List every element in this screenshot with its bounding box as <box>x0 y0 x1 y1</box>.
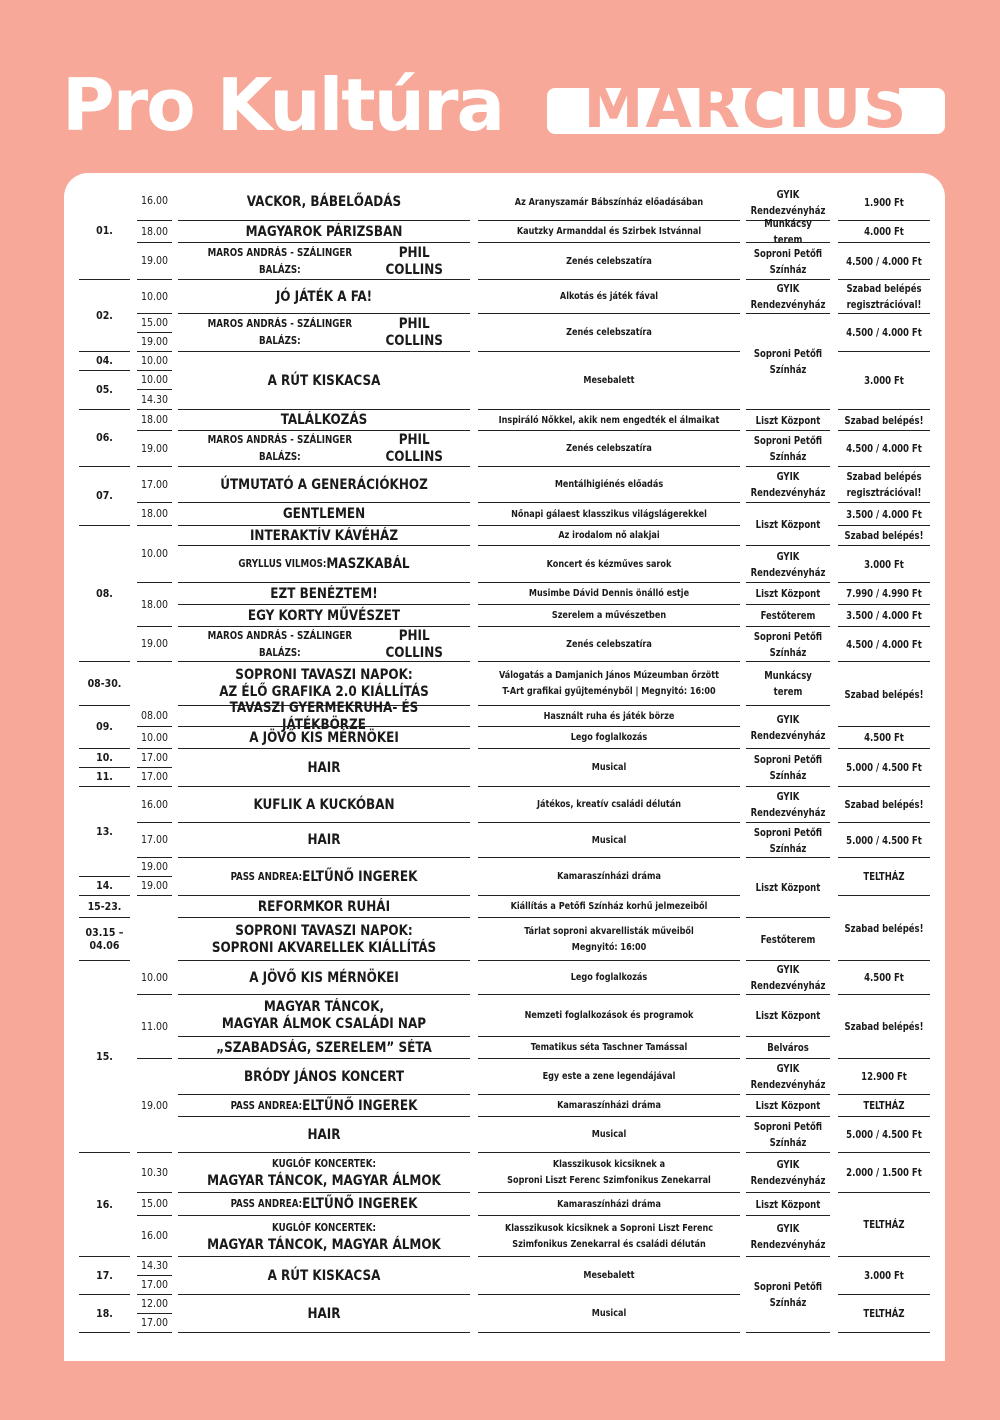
event-venue: Festőterem <box>760 933 816 946</box>
event-description: Alkotás és játék fával <box>559 291 659 302</box>
event-presenter: GRYLLUS VILMOS: <box>238 558 327 570</box>
event-title <box>190 727 459 749</box>
event-description: Musimbe Dávid Dennis önálló estje <box>528 588 690 599</box>
event-title-text: INTERAKTÍV KÁVÉHÁZ <box>249 527 399 544</box>
event-title-text: MASZKABÁL <box>326 556 410 572</box>
event-time: 16.00 <box>140 1230 169 1242</box>
event-presenter: MAROS ANDRÁS - SZÁLINGER BALÁZS: <box>207 434 353 463</box>
event-time: 10.00 <box>140 548 169 560</box>
event-description: Használt ruha és játék börze <box>543 710 675 722</box>
event-title-text: A JÖVŐ KIS MÉRNÖKEI <box>249 969 399 986</box>
event-title <box>190 699 459 733</box>
event-date: 17. <box>96 1269 113 1282</box>
event-title <box>190 410 459 431</box>
event-title <box>190 280 459 314</box>
event-venue: Festőterem <box>760 610 816 622</box>
event-venue: Liszt Központ <box>755 414 821 427</box>
event-title <box>190 467 459 503</box>
event-time: 19.00 <box>140 638 169 650</box>
event-price: TELTHÁZ <box>863 1308 905 1320</box>
event-time: 16.00 <box>140 195 169 207</box>
event-time: 19.00 <box>140 1099 169 1112</box>
event-price: 4.500 Ft <box>864 972 904 984</box>
event-venue: Liszt Központ <box>755 882 821 894</box>
event-venue: GYIK Rendezvényház <box>750 283 826 311</box>
event-date: 18. <box>96 1307 113 1320</box>
event-time: 19.00 <box>140 880 169 892</box>
event-price: 5.000 / 4.500 Ft <box>846 834 922 847</box>
event-venue: GYIK Rendezvényház <box>750 1063 826 1091</box>
event-time: 14.30 <box>140 393 169 406</box>
event-venue: GYIK Rendezvényház <box>750 471 826 499</box>
event-description: Nőnapi gálaest klasszikus világslágerekkel <box>511 508 707 520</box>
row-divider <box>838 1332 930 1333</box>
event-time: 17.00 <box>140 752 169 764</box>
event-price: 5.000 / 4.500 Ft <box>846 762 922 774</box>
event-description: Koncert és kézműves sarok <box>546 558 672 570</box>
event-venue: Munkácsy terem <box>764 670 812 698</box>
brand-title: Pro Kultúra <box>62 63 504 147</box>
event-presenter: PASS ANDREA: <box>230 870 303 883</box>
event-date: 05. <box>96 384 113 396</box>
event-description: Szerelem a művészetben <box>551 610 667 621</box>
event-time: 10.00 <box>140 374 169 386</box>
event-presenter: MAROS ANDRÁS - SZÁLINGER BALÁZS: <box>207 318 353 347</box>
event-date: 04. <box>96 355 113 367</box>
event-date: 01. <box>96 224 113 237</box>
event-time: 10.30 <box>140 1166 169 1179</box>
event-time: 08.00 <box>140 710 169 722</box>
event-time: 16.00 <box>140 798 169 811</box>
event-title-text: ELTŰNŐ INGEREK <box>302 1097 418 1114</box>
row-divider <box>79 1332 130 1333</box>
event-title <box>190 431 459 467</box>
event-description: Tárlat soproni akvarellisták műveiből Megnyitó: 16:00 <box>524 925 694 953</box>
event-title <box>190 858 459 896</box>
event-price: 1.900 Ft <box>864 196 904 209</box>
event-venue: Soproni Petőfi Színház <box>753 247 823 276</box>
event-title <box>190 503 459 526</box>
event-venue: Liszt Központ <box>755 588 821 600</box>
event-time: 15.00 <box>140 317 169 329</box>
event-date: 10. <box>96 752 113 764</box>
event-price: 4.500 / 4.000 Ft <box>846 638 922 651</box>
event-venue: Soproni Petőfi Színház <box>753 1121 823 1149</box>
event-title <box>190 787 459 823</box>
event-title-text: SOPRONI TAVASZI NAPOK: AZ ÉLŐ GRAFIKA 2.0 KIÁLLÍTÁS <box>219 667 429 700</box>
event-description: Klasszikusok kicsiknek a Soproni Liszt Ferenc Szimfonikus Zenekarral és családi délután <box>504 1222 714 1250</box>
event-title-text: MAGYAROK PÁRIZSBAN <box>245 223 403 240</box>
event-time: 17.00 <box>140 478 169 491</box>
event-presenter: PASS ANDREA: <box>230 1198 303 1210</box>
event-title-text: HAIR <box>307 1126 341 1143</box>
event-price: TELTHÁZ <box>863 1100 905 1112</box>
event-price: Szabad belépés! <box>844 799 924 811</box>
event-time: 17.00 <box>140 1317 169 1329</box>
event-description: Musical <box>591 834 627 846</box>
event-title <box>190 184 459 221</box>
event-description: Válogatás a Damjanich János Múzeumban őrzött T-Art grafikai gyűjteményből | Megnyitó: 16:00 <box>499 670 719 697</box>
event-price: 12.900 Ft <box>861 1071 907 1083</box>
event-date: 15-23. <box>87 900 122 913</box>
event-title-text: MAGYAR TÁNCOK, MAGYAR ÁLMOK <box>207 1236 441 1253</box>
event-description: Lego foglalkozás <box>570 732 648 743</box>
event-price: 4.500 Ft <box>864 732 904 744</box>
event-description: Játékos, kreatív családi délután <box>537 799 681 810</box>
event-title-text: REFORMKOR RUHÁI <box>257 898 391 915</box>
row-divider <box>137 1332 172 1333</box>
event-presenter: MAROS ANDRÁS - SZÁLINGER BALÁZS: <box>207 246 353 276</box>
event-date: 15. <box>96 1050 113 1063</box>
event-title <box>190 627 459 662</box>
event-title <box>190 1193 459 1216</box>
event-price: TELTHÁZ <box>863 871 905 883</box>
event-description: Kamaraszínházi dráma <box>557 1100 661 1111</box>
event-venue: GYIK Rendezvényház <box>750 964 826 992</box>
event-price: 4.500 / 4.000 Ft <box>846 443 922 455</box>
event-title-text: EZT BENÉZTEM! <box>270 585 378 602</box>
event-title <box>190 749 459 787</box>
event-price: 3.000 Ft <box>864 375 904 387</box>
event-title-text: ÚTMUTATÓ A GENERÁCIÓKHOZ <box>220 476 428 493</box>
event-date: 07. <box>96 490 113 502</box>
event-price: TELTHÁZ <box>863 1219 905 1231</box>
event-title-text: TAVASZI GYERMEKRUHA- ÉS JÁTÉKBÖRZE <box>229 699 419 733</box>
event-title <box>190 314 459 352</box>
event-title <box>190 583 459 605</box>
event-title-text: A JÖVŐ KIS MÉRNÖKEI <box>249 729 399 746</box>
event-title <box>190 918 459 961</box>
event-title <box>190 1216 459 1257</box>
event-description: Nemzeti foglalkozások és programok <box>524 1010 694 1021</box>
event-title-text: JÓ JÁTÉK A FA! <box>275 288 373 305</box>
event-price: 2.000 / 1.500 Ft <box>846 1167 922 1179</box>
event-venue: GYIK Rendezvényház <box>750 1222 826 1251</box>
event-presenter: PASS ANDREA: <box>230 1099 303 1112</box>
event-title <box>190 1257 459 1295</box>
event-description: Mesebalett <box>583 375 635 386</box>
event-title-text: BRÓDY JÁNOS KONCERT <box>243 1068 405 1085</box>
row-divider <box>478 1332 740 1333</box>
event-time: 10.00 <box>140 971 169 984</box>
event-venue: Soproni Petőfi Színház <box>753 435 823 463</box>
event-title-text: PHIL COLLINS <box>385 316 443 349</box>
event-title <box>190 823 459 858</box>
event-title-text: TALÁLKOZÁS <box>280 412 368 428</box>
event-time: 12.00 <box>140 1298 169 1310</box>
event-title <box>190 961 459 995</box>
event-price: 4.000 Ft <box>864 226 904 238</box>
event-date: 16. <box>96 1198 113 1211</box>
event-venue: GYIK Rendezvényház <box>750 713 826 742</box>
event-date: 11. <box>96 771 113 783</box>
event-description: Musical <box>591 1129 627 1140</box>
event-venue: GYIK Rendezvényház <box>750 188 826 217</box>
row-divider <box>178 1332 470 1333</box>
event-description: Tematikus séta Taschner Tamással <box>530 1042 688 1053</box>
event-description: Kiállítás a Petőfi Színház korhű jelmezeiből <box>510 901 708 912</box>
event-date: 08-30. <box>87 677 122 690</box>
event-date: 09. <box>96 721 113 733</box>
event-venue: Liszt Központ <box>755 518 821 531</box>
event-venue: Munkácsy terem <box>764 218 812 246</box>
event-title-text: HAIR <box>307 832 341 848</box>
event-date: 08. <box>96 587 113 600</box>
event-presenter: MAROS ANDRÁS - SZÁLINGER BALÁZS: <box>207 629 353 659</box>
event-venue: Soproni Petőfi Színház <box>753 630 823 659</box>
event-title-text: EGY KORTY MŰVÉSZET <box>247 607 401 624</box>
event-title-text: ELTŰNŐ INGEREK <box>302 868 418 885</box>
event-description: Musical <box>591 1308 627 1319</box>
event-price: Szabad belépés regisztrációval! <box>846 283 922 311</box>
event-venue: Liszt Központ <box>755 1100 821 1112</box>
event-title <box>190 243 459 280</box>
event-description: Inspiráló Nőkkel, akik nem engedték el álmaikat <box>498 414 720 426</box>
event-description: Lego foglalkozás <box>570 972 648 983</box>
event-title <box>190 896 459 918</box>
event-price: Szabad belépés regisztrációval! <box>846 471 922 499</box>
event-description: Az Aranyszamár Bábszínház előadásában <box>514 196 704 208</box>
event-title <box>190 1117 459 1153</box>
event-title <box>190 1037 459 1059</box>
event-time: 18.00 <box>140 414 169 426</box>
event-description: Zenés celebszatíra <box>566 443 652 454</box>
event-title-text: PHIL COLLINS <box>385 627 443 661</box>
event-title-text: A RÚT KISKACSA <box>267 372 381 389</box>
event-description: Mesebalett <box>583 1270 635 1281</box>
event-title <box>190 1095 459 1117</box>
event-date: 14. <box>96 880 113 892</box>
event-title <box>190 1059 459 1095</box>
event-presenter: KUGLÓF KONCERTEK: <box>272 1221 376 1234</box>
event-price: 7.990 / 4.990 Ft <box>846 588 922 600</box>
event-title <box>190 605 459 627</box>
event-price: Szabad belépés! <box>844 688 924 701</box>
event-price: 3.500 / 4.000 Ft <box>846 508 922 521</box>
event-title-text: „SZABADSÁG, SZERELEM” SÉTA <box>216 1039 432 1056</box>
month-title: MÁRCIUS <box>583 72 909 142</box>
event-venue: Soproni Petőfi Színház <box>753 826 823 855</box>
event-title-text: GENTLEMEN <box>282 506 366 522</box>
event-time: 18.00 <box>140 508 169 520</box>
event-time: 18.00 <box>140 598 169 611</box>
event-title-text: HAIR <box>307 759 341 776</box>
event-presenter: KUGLÓF KONCERTEK: <box>272 1158 376 1170</box>
event-time: 17.00 <box>140 1279 169 1291</box>
event-description: Egy este a zene legendájával <box>542 1071 676 1082</box>
event-venue: Soproni Petőfi Színház <box>753 754 823 782</box>
event-venue: GYIK Rendezvényház <box>750 550 826 579</box>
event-description: Kautzky Armanddal és Szirbek Istvánnal <box>516 226 702 237</box>
event-title-text: KUFLIK A KUCKÓBAN <box>253 796 395 813</box>
event-price: 3.000 Ft <box>864 558 904 571</box>
event-time: 10.00 <box>140 355 169 367</box>
row-divider <box>137 661 172 662</box>
event-time: 19.00 <box>140 861 169 873</box>
event-description: Az irodalom nő alakjai <box>558 530 660 541</box>
event-price: Szabad belépés! <box>844 1021 924 1033</box>
event-venue: Soproni Petőfi Színház <box>753 348 823 376</box>
event-venue: Soproni Petőfi Színház <box>753 1281 823 1309</box>
event-description: Zenés celebszatíra <box>566 255 652 267</box>
event-title-text: MAGYAR TÁNCOK, MAGYAR ÁLMOK CSALÁDI NAP <box>221 999 427 1032</box>
event-time: 17.00 <box>140 834 169 846</box>
event-title-text: HAIR <box>307 1305 341 1322</box>
event-title <box>190 221 459 243</box>
event-venue: Belváros <box>767 1042 809 1054</box>
event-title-text: MAGYAR TÁNCOK, MAGYAR ÁLMOK <box>207 1173 441 1189</box>
event-price: Szabad belépés! <box>844 414 924 427</box>
event-title-text: A RÚT KISKACSA <box>267 1267 381 1284</box>
event-time: 10.00 <box>140 731 169 744</box>
event-venue: GYIK Rendezvényház <box>750 1159 826 1187</box>
event-title-text: VACKOR, BÁBELŐADÁS <box>246 194 402 210</box>
event-description: Zenés celebszatíra <box>566 327 652 338</box>
event-venue: Liszt Központ <box>755 1010 821 1022</box>
event-venue: GYIK Rendezvényház <box>750 791 826 819</box>
event-time: 10.00 <box>140 290 169 303</box>
event-title-text: PHIL COLLINS <box>385 432 443 465</box>
row-divider <box>746 1332 830 1333</box>
event-title-text: ELTŰNŐ INGEREK <box>302 1196 418 1212</box>
event-title <box>190 352 459 410</box>
event-price: 4.500 / 4.000 Ft <box>846 255 922 268</box>
event-price: 3.500 / 4.000 Ft <box>846 610 922 622</box>
event-title <box>190 1153 459 1193</box>
event-price: 4.500 / 4.000 Ft <box>846 327 922 339</box>
header <box>0 0 1000 175</box>
event-price: Szabad belépés! <box>844 530 924 542</box>
event-time: 19.00 <box>140 336 169 348</box>
event-venue: Liszt Központ <box>755 1198 821 1211</box>
event-time: 14.30 <box>140 1260 169 1272</box>
event-description: Klasszikusok kicsiknek a Soproni Liszt Ferenc Szimfonikus Zenekarral <box>507 1159 711 1186</box>
event-title <box>190 1295 459 1333</box>
event-description: Zenés celebszatíra <box>566 638 652 650</box>
event-title <box>190 995 459 1037</box>
event-date: 13. <box>96 825 113 838</box>
event-price: Szabad belépés! <box>844 922 924 935</box>
event-date: 06. <box>96 432 113 444</box>
event-description: Kamaraszínházi dráma <box>557 871 661 882</box>
event-time: 19.00 <box>140 442 169 455</box>
event-date: 02. <box>96 309 113 322</box>
event-time: 17.00 <box>140 771 169 783</box>
row-divider <box>137 895 172 896</box>
event-price: 3.000 Ft <box>864 1270 904 1282</box>
event-description: Musical <box>591 762 627 773</box>
event-description: Mentálhigiénés előadás <box>554 479 664 490</box>
event-description: Kamaraszínházi dráma <box>557 1198 661 1210</box>
event-date: 03.15 – 04.06 <box>85 926 124 952</box>
event-time: 18.00 <box>140 225 169 238</box>
event-title <box>190 526 459 546</box>
event-price: 5.000 / 4.500 Ft <box>846 1129 922 1141</box>
event-time: 19.00 <box>140 255 169 267</box>
event-title <box>190 546 459 583</box>
event-title-text: PHIL COLLINS <box>385 244 443 278</box>
event-title-text: SOPRONI TAVASZI NAPOK: SOPRONI AKVARELLEK KIÁLLÍTÁS <box>211 922 437 956</box>
event-time: 15.00 <box>140 1198 169 1210</box>
event-time: 11.00 <box>140 1020 169 1033</box>
